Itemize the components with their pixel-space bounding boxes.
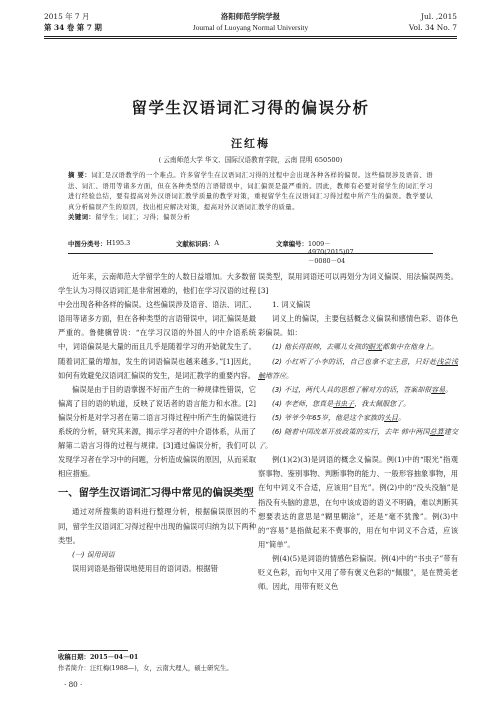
author-affiliation: ( 云南师范大学 华文、国际汉语教育学院，云南 昆明 650500) — [158, 156, 343, 164]
example-5: (5) 爷爷今年65岁，他是这个家族的头目。 — [272, 413, 406, 422]
subsection-heading: 1. 词义偏误 — [272, 300, 311, 310]
right-column — [258, 270, 458, 594]
example-4: (4) 李老师，您真是书虫子，我太佩服您了。 — [272, 399, 411, 408]
abstract — [68, 170, 433, 223]
paragraph: 偏误是由于目的语掌握不好而产生的一种规律性错误，它偏离了目的语的轨道，反映了说话者的语言能力和水准。[2]偏误分析是对学习者在第二语言习得过程中所产生的偏误进行系统的分析，研究其来源，揭示学习者的中介语体系，从而了解第二语言习得的过程与规律。[3]通过偏误分析，我们可以发现学习者在学习中的问题，分析造成偏误的原因，从而采取相应措施。 — [58, 384, 256, 479]
footnote — [58, 652, 318, 674]
paragraph: 例(4)(5)是词语的情感色彩偏误。例(4)中的“书虫子”带有贬义色彩，而句中又用了带有褒义色彩的“佩服”，是在赞美老师。因此，用带有贬义色 — [258, 553, 458, 592]
keywords-label: 关键词： — [68, 213, 96, 222]
header-volume: Jul. ,2015 Vol. 34 No. 7 — [408, 12, 457, 32]
paragraph: 近年来，云南师范大学留学生的人数日益增加。大多数留学生认为习得汉语词汇是非常困难的，他们在学习汉语的过程中会出现各种各样的偏误。这些偏误涉及语音、语法、词汇、语用等诸多方面，但在各种类型的言语错误中，词汇偏误是最严重的。鲁健骥曾说：“在学习汉语的外国人的中介语系统中，词语偏误是大量的而且几乎是随着学习的开始就发生了。随着词汇量的增加，发生的词语偏误也越来越多。”[1]因此，如何有效避免汉语词汇偏误的发生，是词汇教学的重要内容。 — [58, 272, 256, 380]
header-issue-date: 2015 年 7 月 第 34 卷 第 7 期 — [44, 12, 102, 32]
paragraph: 词义上的偏误，主要包括概念义偏误和感情色彩、语体色彩偏误。如： — [258, 314, 458, 338]
subsection-heading: (一) 误用词语 — [72, 550, 115, 559]
clc-number: H195.3 — [106, 239, 131, 247]
author-bio: 作者简介：汪红梅(1988—)，女，云南大理人，硕士研究生。 — [58, 664, 233, 672]
section-heading: 一、留学生汉语词汇习得中常见的偏误类型 — [58, 487, 254, 500]
classification-line: 中图分类号： H195.3 文献标识码： A 文章编号： 1009－4970(2015)07－0080－04 — [68, 239, 354, 265]
abstract-label: 摘 要： — [68, 171, 92, 179]
paragraph: 例(1)(2)(3)是词语的概念义偏误。例(1)中的“眼光”指观察事物、鉴别事物、判断事物的能力、一般形容抽象事物，用在句中词义不合适，应该用“目光”。例(2)中的“没头没脑”是指没有头脑的意思，在句中该成语的语义不明确，难以判断其想要表达的意思是“糊里糊涂”，还是“毫不犹豫”。例(3)中的“容易”是指做起来不费事的，用在句中词义不合适，应该用“简单”。 — [258, 455, 458, 549]
example-6: (6) 随着中国改革开放政策的实行，去年 韩中两国总算建交了。 — [258, 428, 459, 451]
header-rule-thin — [44, 38, 457, 39]
paragraph: 误用词语是指错误地使用目的语词语。根据错 — [72, 563, 218, 573]
example-1: (1) 他长得很帅，去哪儿女孩的眼光都集中在他身上。 — [272, 343, 439, 352]
article-author: 汪红梅 — [231, 137, 270, 150]
paragraph: 通过对所搜集的语料进行整理分析，根据偏误原因的不同，留学生汉语词汇习得过程中出现的偏误可归纳为以下两种类型。 — [58, 507, 256, 545]
article-title: 留学生汉语词汇习得的偏误分析 — [131, 98, 370, 117]
example-3: (3) 不过，两代人具的思想了解对方的话，答案却很容易。 — [272, 385, 453, 394]
abstract-rule — [68, 253, 433, 254]
left-column — [58, 270, 256, 576]
header-journal-name: 洛阳师范学院学报 Journal of Luoyang Normal University — [192, 12, 309, 32]
article-number: 1009－4970(2015)07－0080－04 — [307, 240, 354, 265]
received-date: 收稿日期：2015－04－01 — [58, 653, 139, 661]
doc-code: A — [214, 239, 219, 247]
footnote-rule — [58, 650, 128, 651]
example-2: (2) 小红听了小李的话，自己也拿不定主意，只好赴浅尝浅触地答应。 — [258, 357, 459, 380]
keywords: 留学生；词汇；习得；偏误分析 — [95, 213, 191, 222]
abstract-text: 词汇是汉语教学的一个难点。许多留学生在汉语词汇习得的过程中会出现各种各样的偏误。这些偏误涉及语音、语法、词汇、语用等诸多方面，但在各种类型的言语错误中，词汇偏误是最严重的。因此，教师有必要对留学生的词汇学习进行经验总结，要有提高对外汉语词汇教学质量的教学对策，重视留学生在汉语词汇习得过程中所产生的偏误。教学要认真分析偏误产生的原因，找出相应解决对策，提高对外汉语词汇教学的质量。 — [68, 171, 433, 211]
header-rule — [44, 36, 457, 37]
page-number: · 80 · — [64, 680, 83, 689]
paragraph: 误类型，误用词语还可以再划分为词义偏误、用法偏误两类。[3] — [258, 272, 458, 296]
